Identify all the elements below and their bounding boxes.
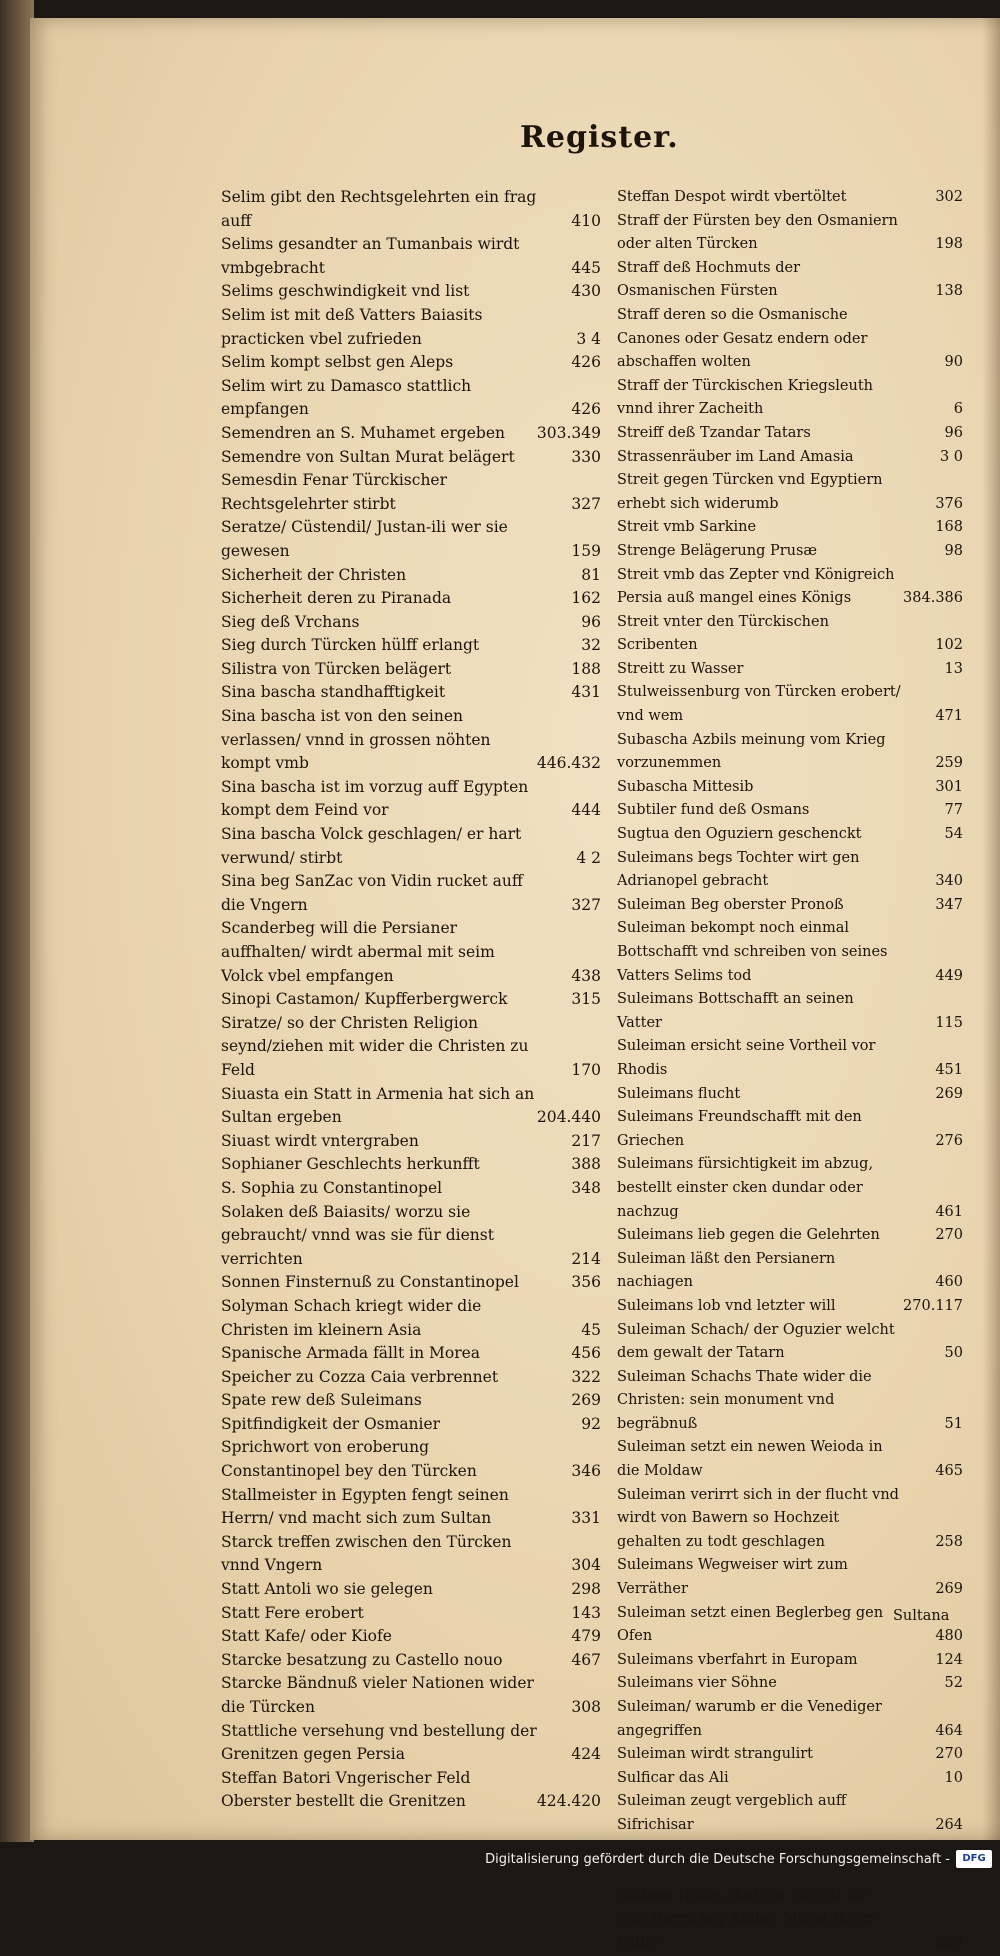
register-entry bbox=[221, 1366, 601, 1390]
entry-page-number: 298 bbox=[571, 1580, 601, 1599]
entry-text: Selim ist mit deß Vatters Baiasits practicken vbel zufrieden bbox=[221, 305, 483, 348]
entry-text: Sophianer Geschlechts herkunfft bbox=[221, 1155, 480, 1174]
register-entry bbox=[617, 1672, 963, 1696]
register-entry bbox=[617, 894, 963, 918]
register-entry bbox=[617, 1248, 963, 1295]
entry-text: Suleimans lieb gegen die Gelehrten bbox=[617, 1227, 880, 1244]
entry-page-number: 159 bbox=[571, 541, 601, 560]
entry-text: Selim wirt zu Damasco stattlich empfangen bbox=[221, 376, 472, 419]
entry-text: Suleiman/ warumb er die Venediger angegriffen bbox=[617, 1699, 882, 1739]
entry-text: Strenge Belägerung Prusæ bbox=[617, 542, 818, 559]
entry-text: Suleiman ersicht seine Vortheil vor Rhodis bbox=[617, 1038, 876, 1078]
entry-text: Selims gesandter an Tumanbais wirdt vmbgebracht bbox=[221, 235, 520, 277]
entry-page-number: 270.117 bbox=[903, 1297, 963, 1314]
register-entry bbox=[617, 988, 963, 1035]
register-entry bbox=[221, 1083, 601, 1130]
register-entry bbox=[221, 1342, 601, 1366]
page-shadow bbox=[982, 18, 1000, 1840]
entry-text: Solaken deß Baiasits/ worzu sie gebraucht/ vnnd was sie für dienst verrichten bbox=[221, 1202, 494, 1268]
dfg-logo: DFG bbox=[956, 1850, 992, 1868]
register-entry bbox=[617, 1153, 963, 1224]
entry-page-number: 322 bbox=[571, 1367, 601, 1386]
entry-text: Siuast wirdt vntergraben bbox=[221, 1131, 419, 1150]
entry-text: Sina bascha ist im vorzug auff Egypten kompt dem Feind vor bbox=[221, 777, 529, 820]
entry-page-number: 347 bbox=[935, 896, 963, 913]
register-entry bbox=[617, 1767, 963, 1791]
entry-page-number: 276 bbox=[935, 1132, 963, 1149]
register-entry bbox=[221, 870, 601, 917]
entry-page-number: 444 bbox=[571, 801, 601, 820]
entry-page-number: 460 bbox=[935, 1274, 963, 1291]
entry-page-number: 356 bbox=[571, 1273, 601, 1292]
entry-text: Sina bascha ist von den seinen verlassen/ vnnd in grossen nöhten kompt vmb bbox=[221, 707, 491, 773]
entry-page-number: 348 bbox=[571, 1178, 601, 1197]
entry-page-number: 96 bbox=[581, 612, 601, 631]
entry-text: Spanische Armada fällt in Morea bbox=[221, 1344, 481, 1363]
entry-page-number: 464 bbox=[935, 1722, 963, 1739]
register-entry bbox=[617, 1743, 963, 1767]
entry-text: Sonnen Finsternuß zu Constantinopel bbox=[221, 1273, 519, 1292]
entry-page-number: 3 0 bbox=[939, 448, 963, 465]
register-entry bbox=[617, 917, 963, 988]
funding-credit: Digitalisierung gefördert durch die Deutsche Forschungsgemeinschaft - bbox=[485, 1852, 950, 1867]
register-entry bbox=[617, 1035, 963, 1082]
entry-page-number: 32 bbox=[581, 636, 601, 655]
entry-page-number: 98 bbox=[944, 542, 963, 559]
register-entry bbox=[221, 1436, 601, 1483]
entry-page-number: 269 bbox=[571, 1391, 601, 1410]
entry-text: Semendren an S. Muhamet ergeben bbox=[221, 423, 505, 442]
entry-page-number: 340 bbox=[935, 873, 963, 890]
entry-text: Streitt zu Wasser bbox=[617, 660, 744, 677]
register-entry bbox=[221, 1767, 601, 1814]
entry-text: Stallmeister in Egypten fengt seinen Herrn/ vnd macht sich zum Sultan bbox=[221, 1485, 509, 1528]
entry-page-number: 388 bbox=[571, 1155, 601, 1174]
register-entry bbox=[617, 564, 963, 611]
entry-page-number: 188 bbox=[571, 659, 601, 678]
register-entry bbox=[617, 776, 963, 800]
entry-text: Suleimans Freundschafft mit den Griechen bbox=[617, 1109, 862, 1149]
entry-page-number: 138 bbox=[935, 283, 963, 300]
register-entry bbox=[221, 681, 601, 705]
entry-text: Suleimans vier Söhne bbox=[617, 1675, 777, 1692]
entry-text: Streit gegen Türcken vnd Egyptiern erhebt sich widerumb bbox=[617, 472, 883, 512]
entry-page-number: 308 bbox=[571, 1698, 601, 1716]
entry-page-number: 92 bbox=[581, 1414, 601, 1433]
entry-page-number: 331 bbox=[571, 1509, 601, 1528]
register-entry bbox=[617, 257, 963, 304]
entry-page-number: 124 bbox=[935, 1651, 963, 1668]
register-entry bbox=[617, 1224, 963, 1248]
entry-text: Straff der Türckischen Kriegsleuth vnnd ihrer Zacheith bbox=[617, 377, 873, 418]
entry-text: Starck treffen zwischen den Türcken vnnd Vngern bbox=[221, 1532, 512, 1575]
entry-page-number: 480 bbox=[935, 1628, 963, 1645]
entry-text: Suleiman setzt ein newen Weioda in die Moldaw bbox=[617, 1439, 883, 1480]
register-entry bbox=[221, 1012, 601, 1083]
entry-page-number: 77 bbox=[944, 802, 963, 819]
entry-page-number: 465 bbox=[935, 1463, 963, 1480]
register-entry bbox=[221, 1177, 601, 1201]
register-entry bbox=[221, 186, 601, 233]
entry-page-number: 426 bbox=[571, 353, 601, 372]
footer-bar bbox=[0, 1842, 1000, 1878]
entry-page-number: 449 bbox=[935, 967, 963, 984]
register-entry bbox=[221, 1649, 601, 1673]
entry-page-number: 384.386 bbox=[903, 590, 963, 607]
entry-page-number: 50 bbox=[944, 1345, 963, 1362]
register-entry bbox=[617, 658, 963, 682]
entry-text: Suleiman zeugt vergeblich auff Sifrichisar bbox=[617, 1793, 847, 1833]
entry-page-number: 270 bbox=[935, 1227, 963, 1244]
entry-page-number: 258 bbox=[935, 1533, 963, 1550]
entry-page-number: 467 bbox=[571, 1650, 601, 1669]
entry-page-number: 10 bbox=[944, 1769, 963, 1786]
entry-text: Suleiman läßt den Persianern nachiagen bbox=[617, 1250, 836, 1291]
entry-text: Streit vmb das Zepter vnd Königreich Persia auß mangel eines Königs bbox=[617, 566, 895, 607]
entry-text: Sina bascha standhafftigkeit bbox=[221, 683, 446, 702]
register-entry bbox=[617, 540, 963, 564]
register-entry bbox=[221, 1484, 601, 1531]
entry-page-number: 52 bbox=[944, 1675, 963, 1692]
entry-page-number: 430 bbox=[571, 282, 601, 301]
entry-text: Sina beg SanZac von Vidin rucket auff die Vngern bbox=[221, 872, 523, 914]
register-entry bbox=[617, 186, 963, 210]
register-entry bbox=[617, 1554, 963, 1601]
entry-text: Semendre von Sultan Murat belägert bbox=[221, 447, 515, 466]
page-title: Register. bbox=[520, 120, 679, 155]
register-entry bbox=[221, 705, 601, 776]
entry-text: Steffan Despot wirdt vbertöltet bbox=[617, 189, 847, 205]
register-column-left bbox=[221, 186, 601, 1814]
entry-text: Suleiman verirrt sich in der flucht vnd wirdt von Bawern so Hochzeit gehalten zu todt geschlagen bbox=[617, 1486, 899, 1550]
register-entry bbox=[617, 1083, 963, 1107]
entry-text: Straff deren so die Osmanische Canones oder Gesatz endern oder abschaffen wolten bbox=[617, 306, 868, 371]
register-entry bbox=[617, 446, 963, 470]
register-entry bbox=[617, 1885, 963, 1956]
entry-page-number: 264 bbox=[935, 1816, 963, 1833]
entry-page-number: 170 bbox=[571, 1060, 601, 1079]
entry-text: Semesdin Fenar Türckischer Rechtsgelehrter stirbt bbox=[221, 471, 448, 513]
register-entry bbox=[221, 1295, 601, 1342]
entry-text: Sugtua den Oguziern geschenckt bbox=[617, 826, 862, 843]
entry-text: Silistra von Türcken belägert bbox=[221, 659, 452, 678]
book-spine-edge bbox=[0, 0, 34, 1878]
register-entry bbox=[221, 1389, 601, 1413]
entry-page-number: 315 bbox=[571, 990, 601, 1009]
entry-text: Selim kompt selbst gen Aleps bbox=[221, 353, 454, 372]
entry-text: Spitfindigkeit der Osmanier bbox=[221, 1414, 441, 1433]
entry-text: Suleiman Beg oberster Pronoß bbox=[617, 896, 844, 913]
entry-page-number: 51 bbox=[944, 1415, 963, 1432]
entry-text: Suleimans fürsichtigkeit im abzug, bestellt einster cken dundar oder nachzug bbox=[617, 1156, 874, 1220]
register-entry bbox=[221, 564, 601, 588]
register-entry bbox=[221, 469, 601, 516]
entry-page-number: 376 bbox=[935, 495, 963, 512]
entry-page-number: 301 bbox=[935, 778, 963, 795]
entry-page-number: 446.432 bbox=[536, 754, 601, 773]
entry-text: Sieg durch Türcken hülff erlangt bbox=[221, 636, 480, 655]
entry-page-number: 330 bbox=[571, 447, 601, 466]
entry-text: Selim gibt den Rechtsgelehrten ein frag auff bbox=[221, 188, 537, 230]
entry-text: Sulficar das Ali bbox=[617, 1769, 729, 1786]
entry-text: Statt Fere erobert bbox=[221, 1603, 364, 1622]
entry-text: Straff deß Hochmuts der Osmanischen Fürsten bbox=[617, 259, 800, 300]
entry-page-number: 3 4 bbox=[576, 329, 601, 348]
entry-page-number: 304 bbox=[571, 1556, 601, 1575]
entry-text: Selims geschwindigkeit vnd list bbox=[221, 282, 470, 301]
entry-page-number: 90 bbox=[944, 354, 963, 371]
entry-page-number: 217 bbox=[571, 1131, 601, 1150]
entry-text: Speicher zu Cozza Caia verbrennet bbox=[221, 1367, 499, 1386]
register-entry bbox=[617, 847, 963, 894]
entry-text: Sultana Hatun thut ein Fürbitt für iren Herrn bey Sultan Murat ihrem Vatter bbox=[617, 1887, 877, 1951]
entry-page-number: 4 2 bbox=[576, 848, 601, 867]
entry-text: Starcke Bändnuß vieler Nationen wider die Türcken bbox=[221, 1674, 534, 1716]
entry-page-number: 426 bbox=[571, 400, 601, 419]
entry-page-number: 438 bbox=[571, 966, 601, 985]
entry-text: Scanderbeg will die Persianer auffhalten/ wirdt abermal mit seim Volck vbel empfangen bbox=[221, 919, 495, 985]
entry-page-number: 270 bbox=[935, 1746, 963, 1763]
entry-page-number: 327 bbox=[571, 895, 601, 914]
register-entry bbox=[221, 917, 601, 988]
register-entry bbox=[221, 1201, 601, 1272]
register-entry bbox=[221, 587, 601, 611]
entry-text: Starcke besatzung zu Castello nouo bbox=[221, 1650, 503, 1669]
register-entry bbox=[221, 422, 601, 446]
entry-text: S. Sophia zu Constantinopel bbox=[221, 1178, 443, 1197]
register-entry bbox=[221, 988, 601, 1012]
entry-text: Suleiman bekompt noch einmal Bottschafft vnd schreiben von seines Vatters Selims tod bbox=[617, 920, 888, 984]
register-entry bbox=[617, 1649, 963, 1673]
entry-page-number: 168 bbox=[935, 519, 963, 536]
register-entry bbox=[221, 233, 601, 280]
entry-text: Suleimans vberfahrt in Europam bbox=[617, 1651, 858, 1668]
entry-page-number: 327 bbox=[571, 494, 601, 513]
register-entry bbox=[617, 1696, 963, 1743]
register-entry bbox=[617, 375, 963, 422]
register-entry bbox=[221, 776, 601, 823]
entry-page-number: 479 bbox=[571, 1627, 601, 1646]
register-entry bbox=[221, 1602, 601, 1626]
entry-text: Seratze/ Cüstendil/ Justan-ili wer sie gewesen bbox=[221, 518, 508, 560]
entry-page-number: 115 bbox=[935, 1014, 963, 1031]
entry-text: Sina bascha Volck geschlagen/ er hart verwund/ stirbt bbox=[221, 825, 522, 867]
entry-page-number: 410 bbox=[571, 211, 601, 230]
entry-page-number: 424 bbox=[571, 1745, 601, 1764]
register-entry bbox=[617, 469, 963, 516]
register-entry bbox=[617, 422, 963, 446]
entry-text: Suleiman Schach/ der Oguzier welcht dem gewalt der Tatarn bbox=[617, 1321, 895, 1362]
register-entry bbox=[617, 611, 963, 658]
entry-text: Statt Kafe/ oder Kiofe bbox=[221, 1627, 392, 1646]
entry-page-number: 143 bbox=[571, 1603, 601, 1622]
entry-text: Sinopi Castamon/ Kupfferbergwerck bbox=[221, 990, 508, 1009]
entry-text: Suleimans Wegweiser wirt zum Verräther bbox=[617, 1557, 848, 1598]
register-entry bbox=[617, 210, 963, 257]
entry-text: Streit vnter den Türckischen Scribenten bbox=[617, 613, 829, 654]
entry-page-number: 81 bbox=[581, 565, 601, 584]
entry-page-number: 269 bbox=[935, 1085, 963, 1102]
entry-text: Sicherheit deren zu Piranada bbox=[221, 589, 452, 608]
register-entry bbox=[221, 1130, 601, 1154]
entry-page-number: 461 bbox=[935, 1203, 963, 1220]
register-entry bbox=[221, 823, 601, 870]
entry-page-number: 424.420 bbox=[536, 1792, 601, 1811]
register-entry bbox=[221, 1153, 601, 1177]
entry-page-number: 451 bbox=[935, 1061, 963, 1078]
register-entry bbox=[617, 1319, 963, 1366]
register-entry bbox=[617, 1366, 963, 1437]
entry-page-number: 6 bbox=[953, 401, 963, 418]
register-entry bbox=[221, 634, 601, 658]
entry-text: Solyman Schach kriegt wider die Christen im kleinern Asia bbox=[221, 1296, 482, 1339]
register-entry bbox=[221, 1625, 601, 1649]
entry-text: Siratze/ so der Christen Religion seynd/ziehen mit wider die Christen zu Feld bbox=[221, 1013, 529, 1079]
entry-page-number: 353 bbox=[935, 1934, 963, 1951]
register-entry bbox=[221, 1672, 601, 1719]
register-entry bbox=[617, 681, 963, 728]
entry-page-number: 214 bbox=[571, 1249, 601, 1268]
register-entry bbox=[221, 1720, 601, 1767]
entry-text: Sprichwort von eroberung Constantinopel bey den Türcken bbox=[221, 1438, 477, 1481]
entry-text: Suleimans lob vnd letzter will bbox=[617, 1297, 836, 1314]
entry-text: Suleimans flucht bbox=[617, 1085, 741, 1102]
register-entry bbox=[617, 1295, 963, 1319]
entry-page-number: 102 bbox=[935, 637, 963, 654]
entry-page-number: 431 bbox=[571, 683, 601, 702]
entry-page-number: 346 bbox=[571, 1462, 601, 1481]
entry-page-number: 162 bbox=[571, 589, 601, 608]
entry-text: Sicherheit der Christen bbox=[221, 565, 407, 584]
register-entry bbox=[221, 1578, 601, 1602]
entry-text: Strassenräuber im Land Amasia bbox=[617, 448, 854, 465]
entry-text: Streit vmb Sarkine bbox=[617, 519, 757, 536]
catchword: Sultana bbox=[893, 1608, 950, 1624]
register-entry bbox=[221, 516, 601, 563]
register-entry bbox=[221, 1531, 601, 1578]
register-entry bbox=[221, 658, 601, 682]
register-entry bbox=[617, 304, 963, 375]
register-entry bbox=[617, 516, 963, 540]
register-entry bbox=[617, 823, 963, 847]
register-entry bbox=[617, 729, 963, 776]
register-entry bbox=[617, 1484, 963, 1555]
entry-page-number: 471 bbox=[935, 708, 963, 725]
entry-page-number: 445 bbox=[571, 258, 601, 277]
entry-text: Suleiman wirdt strangulirt bbox=[617, 1746, 814, 1763]
register-entry bbox=[617, 1790, 963, 1837]
entry-page-number: 45 bbox=[581, 1320, 601, 1339]
entry-text: Stattliche versehung vnd bestellung der Grenitzen gegen Persia bbox=[221, 1721, 537, 1764]
entry-text: Straff der Fürsten bey den Osmaniern oder alten Türcken bbox=[617, 212, 898, 253]
entry-text: Subascha Azbils meinung vom Krieg vorzunemmen bbox=[617, 731, 886, 772]
entry-page-number: 204.440 bbox=[536, 1108, 601, 1127]
entry-page-number: 303.349 bbox=[536, 423, 601, 442]
entry-page-number: 54 bbox=[944, 826, 963, 843]
entry-text: Subtiler fund deß Osmans bbox=[617, 802, 810, 819]
entry-text: Statt Antoli wo sie gelegen bbox=[221, 1580, 433, 1599]
entry-text: Stulweissenburg von Türcken erobert/ vnd wem bbox=[617, 684, 901, 725]
entry-page-number: 302 bbox=[935, 189, 963, 205]
register-entry bbox=[617, 1436, 963, 1483]
entry-text: Suleiman Schachs Thate wider die Christen: sein monument vnd begräbnuß bbox=[617, 1368, 872, 1432]
register-entry bbox=[617, 1106, 963, 1153]
register-entry bbox=[221, 351, 601, 375]
entry-page-number: 198 bbox=[935, 236, 963, 253]
entry-text: Subascha Mittesib bbox=[617, 778, 754, 795]
entry-page-number: 13 bbox=[944, 660, 963, 677]
entry-text: Streiff deß Tzandar Tatars bbox=[617, 424, 811, 441]
entry-text: Suleimans Bottschafft an seinen Vatter bbox=[617, 991, 854, 1031]
entry-text: Siuasta ein Statt in Armenia hat sich an Sultan ergeben bbox=[221, 1084, 535, 1127]
register-column-right bbox=[617, 186, 963, 1956]
register-entry bbox=[617, 799, 963, 823]
entry-text: Sieg deß Vrchans bbox=[221, 612, 360, 631]
entry-text: Suleimans begs Tochter wirt gen Adrianopel gebracht bbox=[617, 849, 860, 890]
entry-page-number: 456 bbox=[571, 1344, 601, 1363]
register-entry bbox=[221, 1413, 601, 1437]
register-entry bbox=[221, 446, 601, 470]
entry-page-number: 96 bbox=[944, 424, 963, 441]
register-entry bbox=[221, 280, 601, 304]
register-entry bbox=[221, 1271, 601, 1295]
register-entry bbox=[221, 611, 601, 635]
entry-text: Steffan Batori Vngerischer Feld Oberster bestellt die Grenitzen bbox=[221, 1768, 471, 1811]
register-entry bbox=[221, 304, 601, 351]
entry-page-number: 259 bbox=[935, 755, 963, 772]
entry-text: Suleiman setzt einen Beglerbeg gen Ofen bbox=[617, 1604, 884, 1645]
register-entry bbox=[221, 375, 601, 422]
entry-text: Spate rew deß Suleimans bbox=[221, 1391, 422, 1410]
entry-page-number: 269 bbox=[935, 1581, 963, 1598]
